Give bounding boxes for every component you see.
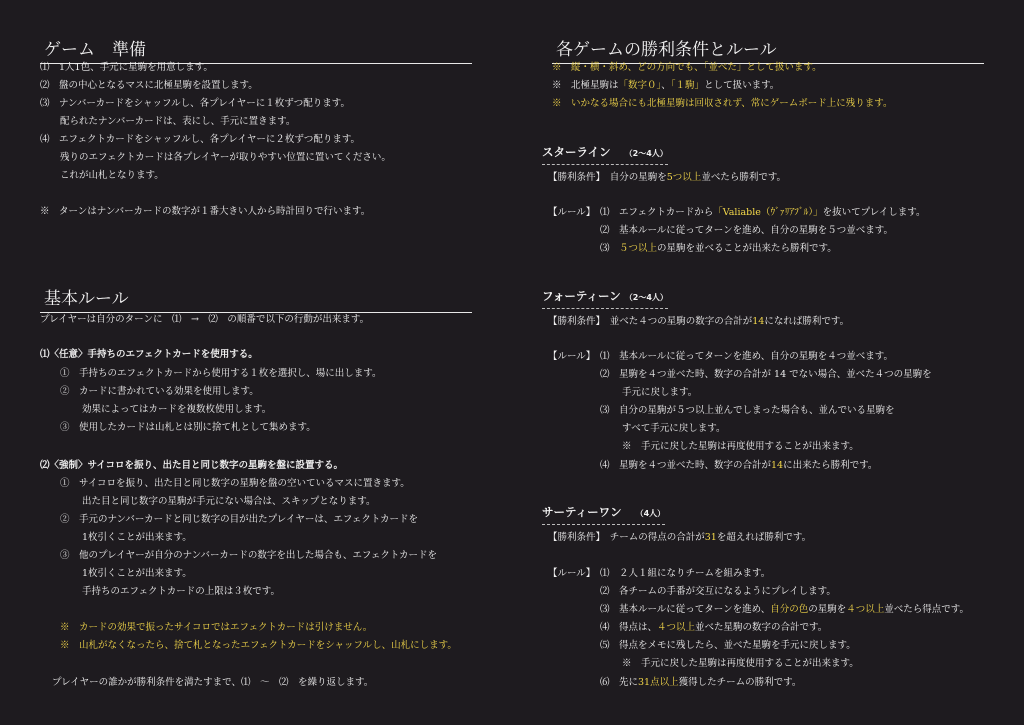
step2-line-3c: 手持ちのエフェクトカードの上限は３枚です。 bbox=[82, 586, 280, 597]
step1-line-2: ② カードに書かれている効果を使用します。 bbox=[60, 386, 259, 397]
thirtyone-condition: 【勝利条件】 チームの得点の合計が31を超えれば勝利です。 bbox=[548, 532, 812, 543]
basic-title: 基本ルール bbox=[40, 284, 472, 313]
starline-rule-3: ⑶ ５つ以上の星駒を並べることが出来たら勝利です。 bbox=[600, 243, 837, 254]
fourteen-heading bbox=[542, 288, 668, 309]
prep-line-4: ⑷ エフェクトカードをシャッフルし、各プレイヤーに２枚ずつ配ります。 bbox=[40, 134, 361, 145]
thirtyone-rule-6: ⑹ 先に31点以上獲得したチームの勝利です。 bbox=[600, 677, 802, 688]
step2-line-1: ① サイコロを振り、出た目と同じ数字の星駒を盤の空いているマスに置きます。 bbox=[60, 478, 410, 489]
thirtyone-players: （4人） bbox=[635, 509, 666, 518]
fourteen-rule-1: ⑴ 基本ルールに従ってターンを進め、自分の星駒を４つ並べます。 bbox=[600, 351, 893, 362]
step1-line-2b: 効果によってはカードを複数枚使用します。 bbox=[82, 404, 272, 415]
step1-title: ⑴〈任意〉手持ちのエフェクトカードを使用する。 bbox=[40, 349, 258, 360]
prep-line-4b: 残りのエフェクトカードは各プレイヤーが取りやすい位置に置いてください。 bbox=[60, 152, 391, 163]
win-title: 各ゲームの勝利条件とルール bbox=[552, 35, 984, 64]
prep-line-3: ⑶ ナンバーカードをシャッフルし、各プレイヤーに１枚ずつ配ります。 bbox=[40, 98, 350, 109]
step2-title: ⑵〈強制〉サイコロを振り、出た目と同じ数字の星駒を盤に設置する。 bbox=[40, 460, 343, 471]
prep-title: ゲーム 準備 bbox=[40, 35, 472, 64]
fourteen-title: フォーティーン bbox=[542, 289, 621, 303]
thirtyone-rule-2: ⑵ 各チームの手番が交互になるようにプレイします。 bbox=[600, 586, 836, 597]
step2-line-3b: 1枚引くことが出来ます。 bbox=[82, 568, 192, 579]
thirtyone-rule-3: ⑶ 基本ルールに従ってターンを進め、自分の色の星駒を４つ以上並べたら得点です。 bbox=[600, 604, 970, 615]
starline-title: スターライン bbox=[542, 145, 611, 159]
win-note-2: ※ 北極星駒は「数字０」、「１駒」として扱います。 bbox=[552, 80, 780, 91]
step2-line-3: ③ 他のプレイヤーが自分のナンバーカードの数字を出した場合も、エフェクトカードを bbox=[60, 550, 438, 561]
win-note-3: ※ いかなる場合にも北極星駒は回収されず、常にゲームボード上に残ります。 bbox=[552, 98, 893, 109]
prep-line-4c: これが山札となります。 bbox=[60, 170, 164, 181]
thirtyone-title: サーティーワン bbox=[542, 505, 622, 519]
fourteen-rule-3c: ※ 手元に戻した星駒は再度使用することが出来ます。 bbox=[622, 441, 859, 452]
thirtyone-rule-4: ⑷ 得点は、４つ以上並べた星駒の数字の合計です。 bbox=[600, 622, 828, 633]
fourteen-rules-label: 【ルール】 bbox=[548, 351, 596, 362]
thirtyone-rule-5-note: ※ 手元に戻した星駒は再度使用することが出来ます。 bbox=[622, 658, 859, 669]
thirtyone-rule-1: ⑴ ２人１組になりチームを組みます。 bbox=[600, 568, 771, 579]
note-dice: ※ カードの効果で振ったサイコロではエフェクトカードは引けません。 bbox=[60, 622, 373, 633]
fourteen-condition: 【勝利条件】 並べた４つの星駒の数字の合計が14になれば勝利です。 bbox=[548, 316, 850, 327]
basic-intro: プレイヤーは自分のターンに ⑴ → ⑵ の順番で以下の行動が出来ます。 bbox=[40, 314, 370, 325]
step1-line-3: ③ 使用したカードは山札とは別に捨て札として集めます。 bbox=[60, 422, 316, 433]
starline-players: （2〜4人） bbox=[624, 149, 668, 158]
step2-line-2b: 1枚引くことが出来ます。 bbox=[82, 532, 192, 543]
starline-rules-label: 【ルール】 bbox=[548, 207, 596, 218]
starline-condition: 【勝利条件】 自分の星駒を5つ以上並べたら勝利です。 bbox=[548, 172, 787, 183]
step1-line-1: ① 手持ちのエフェクトカードから使用する１枚を選択し、場に出します。 bbox=[60, 368, 382, 379]
starline-rule-2: ⑵ 基本ルールに従ってターンを進め、自分の星駒を５つ並べます。 bbox=[600, 225, 893, 236]
starline-heading bbox=[542, 144, 668, 165]
fourteen-players: （2〜4人） bbox=[624, 293, 668, 302]
prep-line-3b: 配られたナンバーカードは、表にし、手元に置きます。 bbox=[60, 116, 296, 127]
note-deck: ※ 山札がなくなったら、捨て札となったエフェクトカードをシャッフルし、山札にします。 bbox=[60, 640, 457, 651]
footer-repeat: プレイヤーの誰かが勝利条件を満たすまで、⑴ 〜 ⑵ を繰り返します。 bbox=[52, 677, 374, 688]
thirtyone-heading bbox=[542, 504, 665, 525]
fourteen-rule-2b: 手元に戻します。 bbox=[622, 387, 698, 398]
fourteen-rule-2: ⑵ 星駒を４つ並べた時、数字の合計が 14 でない場合、並べた４つの星駒を bbox=[600, 369, 932, 380]
prep-note: ※ ターンはナンバーカードの数字が１番大きい人から時計回りで行います。 bbox=[40, 206, 371, 217]
step2-line-2: ② 手元のナンバーカードと同じ数字の目が出たプレイヤーは、エフェクトカードを bbox=[60, 514, 419, 525]
thirtyone-rules-label: 【ルール】 bbox=[548, 568, 596, 579]
fourteen-rule-4: ⑷ 星駒を４つ並べた時、数字の合計が14に出来たら勝利です。 bbox=[600, 460, 878, 471]
prep-line-1: ⑴ 1人1色、手元に星駒を用意します。 bbox=[40, 62, 213, 73]
thirtyone-rule-5: ⑸ 得点をメモに残したら、並べた星駒を手元に戻します。 bbox=[600, 640, 856, 651]
fourteen-rule-3b: すべて手元に戻します。 bbox=[622, 423, 726, 434]
prep-line-2: ⑵ 盤の中心となるマスに北極星駒を設置します。 bbox=[40, 80, 258, 91]
fourteen-rule-3: ⑶ 自分の星駒が５つ以上並んでしまった場合も、並んでいる星駒を bbox=[600, 405, 895, 416]
step2-line-1b: 出た目と同じ数字の星駒が手元にない場合は、スキップとなります。 bbox=[82, 496, 376, 507]
win-note-1: ※ 縦・横・斜め、どの方向でも、「並べた」として扱います。 bbox=[552, 62, 822, 73]
starline-rule-1: ⑴ エフェクトカードから「Valiable（ｳﾞｧﾘｱﾌﾞﾙ）」を抜いてプレイします。 bbox=[600, 207, 926, 218]
